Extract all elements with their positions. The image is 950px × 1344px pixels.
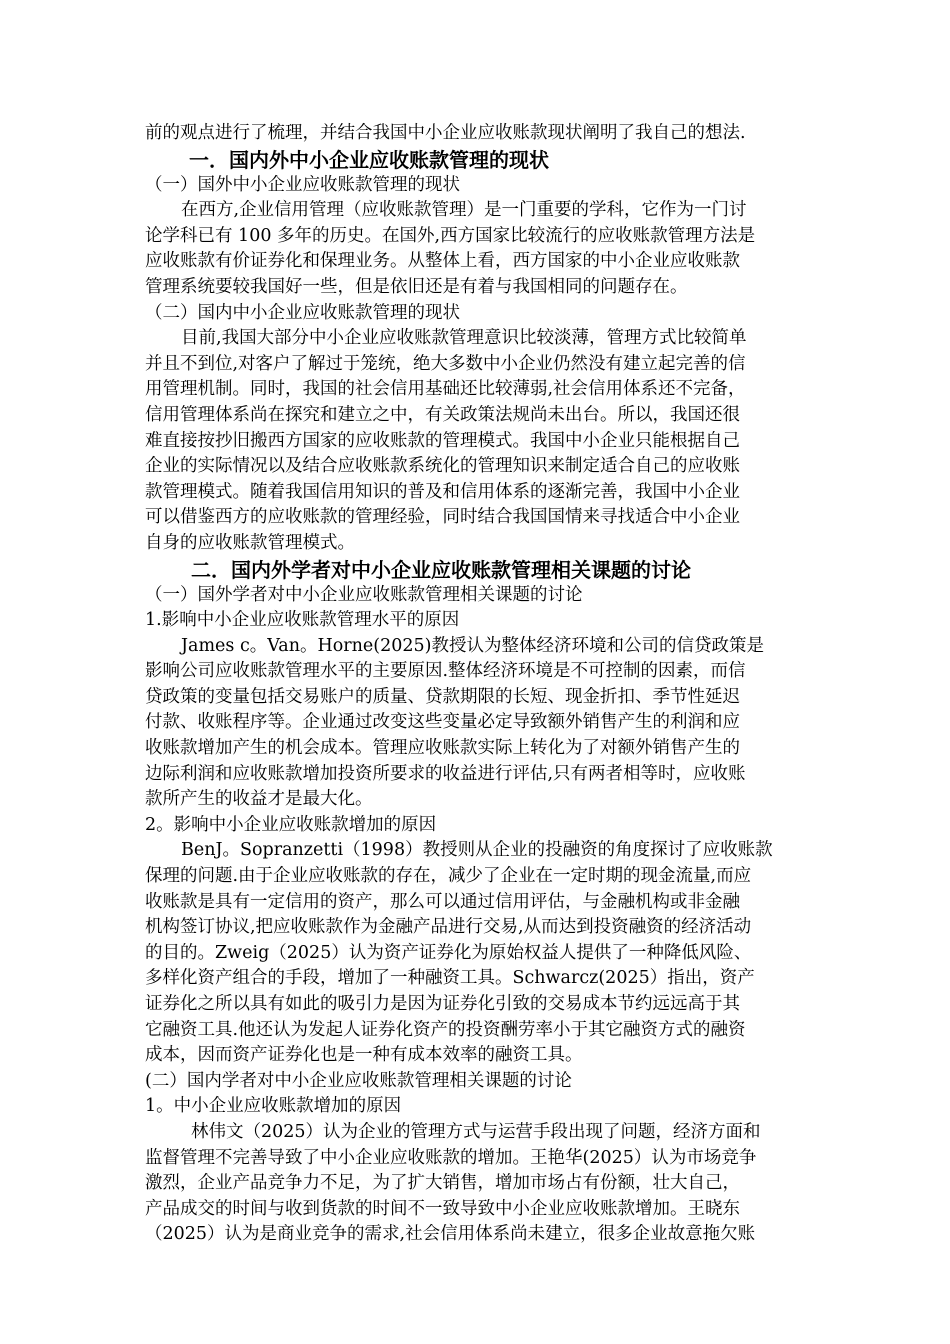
paragraph-line: 它融资工具.他还认为发起人证券化资产的投资酬劳率小于其它融资方式的融资: [145, 1019, 746, 1040]
paragraph-line: 多样化资产组合的手段，增加了一种融资工具。Schwarcz(2025）指出，资产: [145, 968, 755, 989]
paragraph-line: 在西方,企业信用管理（应收账款管理）是一门重要的学科，它作为一门讨: [181, 200, 747, 221]
paragraph-line: 应收账款有价证券化和保理业务。从整体上看，西方国家的中小企业应收账款: [145, 251, 740, 272]
paragraph-line: 贷政策的变量包括交易账户的质量、贷款期限的长短、现金折扣、季节性延迟: [145, 686, 740, 707]
paragraph-line: 目前,我国大部分中小企业应收账款管理意识比较淡薄，管理方式比较简单: [181, 328, 747, 349]
section-1-heading: 一．国内外中小企业应收账款管理的现状: [189, 147, 549, 172]
paragraph-line: 边际利润和应收账款增加投资所要求的收益进行评估,只有两者相等时，应收账: [145, 763, 746, 784]
section-2-sub-1-item-2-title: 2。影响中小企业应收账款增加的原因: [145, 814, 437, 835]
paragraph-line: 用管理机制。同时，我国的社会信用基础还比较薄弱,社会信用体系还不完备，: [145, 379, 746, 400]
document-page: [145, 121, 805, 1248]
paragraph-line: 证券化之所以具有如此的吸引力是因为证券化引致的交易成本节约远远高于其: [145, 994, 740, 1014]
paragraph-line: 付款、收账程序等。企业通过改变这些变量必定导致额外销售产生的利润和应: [145, 712, 740, 733]
paragraph-line: 保理的问题.由于企业应收账款的存在，减少了企业在一定时期的现金流量,而应: [145, 866, 752, 887]
paragraph-line: 自身的应收账款管理模式。: [145, 532, 355, 553]
paragraph-line: 信用管理体系尚在探究和建立之中，有关政策法规尚未出台。所以，我国还很: [145, 404, 740, 425]
paragraph-line: 可以借鉴西方的应收账款的管理经验，同时结合我国国情来寻找适合中小企业: [145, 507, 740, 528]
paragraph-line: 款所产生的收益才是最大化。: [145, 789, 373, 810]
paragraph-line: 款管理模式。随着我国信用知识的普及和信用体系的逐渐完善，我国中小企业: [145, 481, 740, 502]
intro-line: 前的观点进行了梳理，并结合我国中小企业应收账款现状阐明了我自己的想法.: [145, 123, 746, 143]
paragraph-line: 并且不到位,对客户了解过于笼统，绝大多数中小企业仍然没有建立起完善的信: [145, 353, 746, 374]
section-2-sub-2-item-1-title: 1。中小企业应收账款增加的原因: [145, 1096, 402, 1117]
paragraph-line: 成本，因而资产证券化也是一种有成本效率的融资工具。: [145, 1045, 583, 1066]
section-2-sub-1-item-1-title: 1.影响中小企业应收账款管理水平的原因: [145, 610, 460, 631]
paragraph-line: 产品成交的时间与收到货款的时间不一致导致中小企业应收账款增加。王晓东: [145, 1198, 740, 1219]
section-1-sub-1-title: （一）国外中小企业应收账款管理的现状: [145, 174, 460, 195]
paragraph-line: 影响公司应收账款管理水平的主要原因.整体经济环境是不可控制的因素，而信: [145, 661, 746, 682]
paragraph-line: 收账款是具有一定信用的资产，那么可以通过信用评估，与金融机构或非金融: [145, 891, 740, 912]
paragraph-line: （2025）认为是商业竞争的需求,社会信用体系尚未建立，很多企业故意拖欠账: [145, 1224, 756, 1245]
section-1-sub-2-title: （二）国内中小企业应收账款管理的现状: [145, 302, 460, 323]
paragraph-line: 激烈，企业产品竞争力不足，为了扩大销售，增加市场占有份额，壮大自己，: [145, 1173, 740, 1194]
paragraph-line: 论学科已有 100 多年的历史。在国外,西方国家比较流行的应收账款管理方法是: [145, 225, 756, 246]
section-2-sub-2-title: (二）国内学者对中小企业应收账款管理相关课题的讨论: [145, 1070, 572, 1091]
paragraph-line: 监督管理不完善导致了中小企业应收账款的增加。王艳华(2025）认为市场竞争: [145, 1147, 757, 1168]
paragraph-line: 收账款增加产生的机会成本。管理应收账款实际上转化为了对额外销售产生的: [145, 738, 740, 759]
paragraph-line: 管理系统要较我国好一些，但是依旧还是有着与我国相同的问题存在。: [145, 276, 688, 297]
paragraph-line: 机构签订协议,把应收账款作为金融产品进行交易,从而达到投资融资的经济活动: [145, 917, 752, 938]
section-2-heading: 二．国内外学者对中小企业应收账款管理相关课题的讨论: [191, 557, 691, 582]
paragraph-line: 企业的实际情况以及结合应收账款系统化的管理知识来制定适合自己的应收账: [145, 456, 740, 477]
paragraph-line: James c。Van。Horne(2025)教授认为整体经济环境和公司的信贷政策是: [181, 635, 764, 656]
paragraph-line: 的目的。Zweig（2025）认为资产证券化为原始权益人提供了一种降低风险、: [145, 942, 752, 963]
paragraph-line: 林伟文（2025）认为企业的管理方式与运营手段出现了问题，经济方面和: [191, 1121, 761, 1142]
paragraph-line: BenJ。Sopranzetti（1998）教授则从企业的投融资的角度探讨了应收账款: [181, 840, 773, 861]
paragraph-line: 难直接按抄旧搬西方国家的应收账款的管理模式。我国中小企业只能根据自己: [145, 430, 740, 451]
section-2-sub-1-title: （一）国外学者对中小企业应收账款管理相关课题的讨论: [145, 584, 583, 605]
